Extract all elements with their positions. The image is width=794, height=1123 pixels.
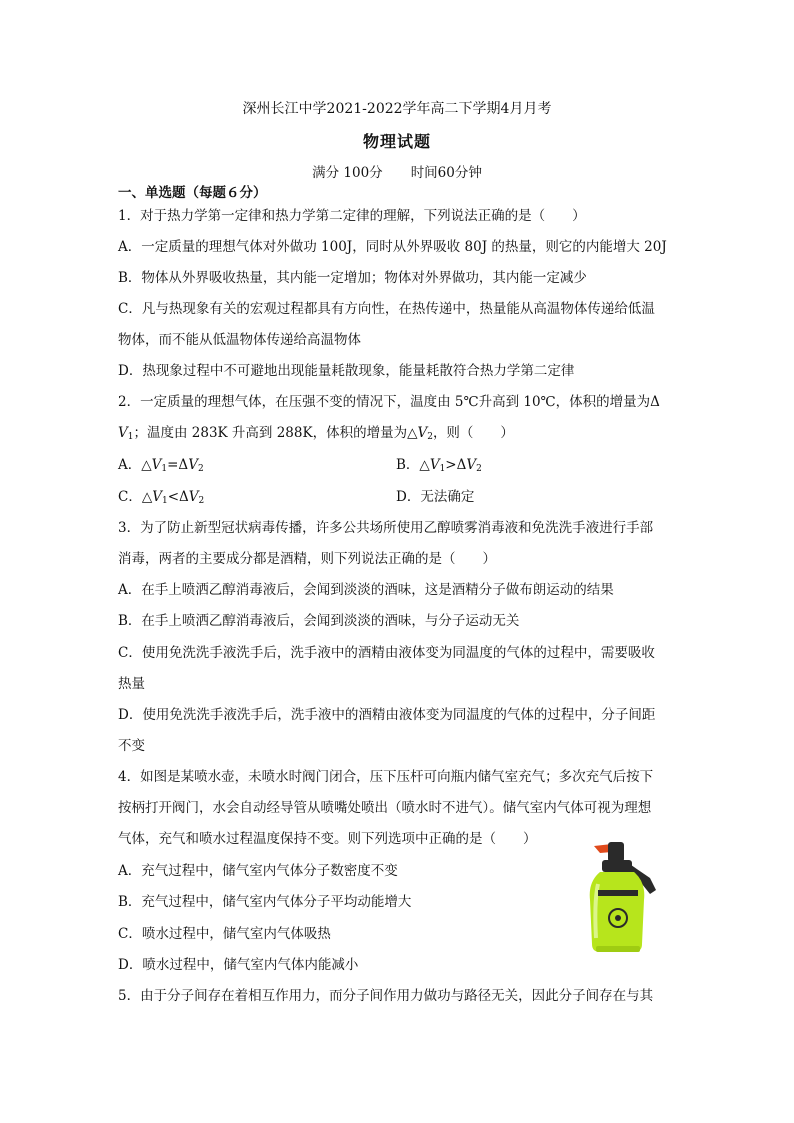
question-1-option-a: A．一定质量的理想气体对外做功 100J，同时从外界吸收 80J 的热量，则它的内能增大 20J	[118, 239, 667, 255]
question-3-option-d-line1: D．使用免洗洗手液洗手后，洗手液中的酒精由液体变为同温度的气体的过程中，分子间距	[118, 707, 656, 723]
question-1-option-d: D．热现象过程中不可避地出现能量耗散现象，能量耗散符合热力学第二定律	[118, 363, 575, 379]
total-score: 满分 100分	[312, 165, 383, 181]
question-3-stem-line1: 3．为了防止新型冠状病毒传播，许多公共场所使用乙醇喷雾消毒液和免洗洗手液进行手部	[118, 520, 654, 536]
question-5-stem-line1: 5．由于分子间存在着相互作用力，而分子间作用力做功与路径无关，因此分子间存在与其	[118, 988, 654, 1004]
page-title: 物理试题	[362, 132, 431, 151]
time-limit: 时间60分钟	[410, 165, 482, 181]
question-3-stem-line2: 消毒，两者的主要成分都是酒精，则下列说法正确的是（ ）	[118, 551, 496, 567]
question-1-option-c-line1: C．凡与热现象有关的宏观过程都具有方向性，在热传递中，热量能从高温物体传递给低温	[118, 301, 655, 317]
spray-bottle-figure	[572, 838, 664, 956]
question-4-stem-line1: 4．如图是某喷水壶，未喷水时阀门闭合，压下压杆可向瓶内储气室充气；多次充气后按下	[118, 769, 654, 785]
question-4-option-b: B．充气过程中，储气室内气体分子平均动能增大	[118, 894, 412, 910]
question-2-option-b: B．$\triangle V_1>\Delta V_2$	[396, 457, 482, 474]
question-3-option-d-line2: 不变	[118, 738, 145, 754]
question-3-option-c-line2: 热量	[118, 676, 145, 692]
question-2-option-d: D．无法确定	[396, 489, 475, 505]
label-band	[598, 890, 638, 896]
question-2-option-c: C．$\triangle V_1<\Delta V_2$	[118, 489, 205, 506]
question-2-stem-line2: $V_1$；温度由 283K 升高到 288K，体积的增量为$\triangle V_2$，则（ ）	[118, 425, 514, 442]
bottle-cap	[602, 860, 632, 872]
section-heading: 一、单选题（每题６分）	[118, 185, 267, 201]
question-4-stem-line2: 按柄打开阀门，水会自动经导管从喷嘴处喷出（喷水时不进气）。储气室内气体可视为理想	[118, 800, 652, 816]
question-1-option-c-line2: 物体，而不能从低温物体传递给高温物体	[118, 332, 361, 348]
bottle-base	[596, 946, 640, 952]
question-3-option-b: B．在手上喷洒乙醇消毒液后，会闻到淡淡的酒味，与分子运动无关	[118, 613, 520, 629]
question-3-option-a: A．在手上喷洒乙醇消毒液后，会闻到淡淡的酒味，这是酒精分子做布朗运动的结果	[118, 582, 614, 598]
question-2-stem-line1: 2．一定质量的理想气体，在压强不变的情况下，温度由 5℃升高到 10℃，体积的增量为Δ	[118, 394, 660, 410]
exam-meta	[0, 161, 794, 181]
question-4-option-a: A．充气过程中，储气室内气体分子数密度不变	[118, 863, 398, 879]
question-4-stem-line3: 气体，充气和喷水过程温度保持不变。则下列选项中正确的是（ ）	[118, 831, 537, 847]
question-3-option-c-line1: C．使用免洗洗手液洗手后，洗手液中的酒精由液体变为同温度的气体的过程中，需要吸收	[118, 645, 655, 661]
question-4-option-d: D．喷水过程中，储气室内气体内能减小	[118, 957, 359, 973]
label-emblem-dot	[615, 915, 621, 921]
question-4-option-c: C．喷水过程中，储气室内气体吸热	[118, 926, 331, 942]
school-header: 深州长江中学2021-2022学年高二下学期4月月考	[242, 101, 552, 117]
pump-head	[608, 842, 624, 862]
question-2-option-a: A．$\triangle V_1=\Delta V_2$	[118, 457, 204, 474]
question-1-stem: 1．对于热力学第一定律和热力学第二定律的理解，下列说法正确的是（ ）	[118, 208, 586, 224]
question-1-option-b: B．物体从外界吸收热量，其内能一定增加；物体对外界做功，其内能一定减少	[118, 270, 587, 286]
